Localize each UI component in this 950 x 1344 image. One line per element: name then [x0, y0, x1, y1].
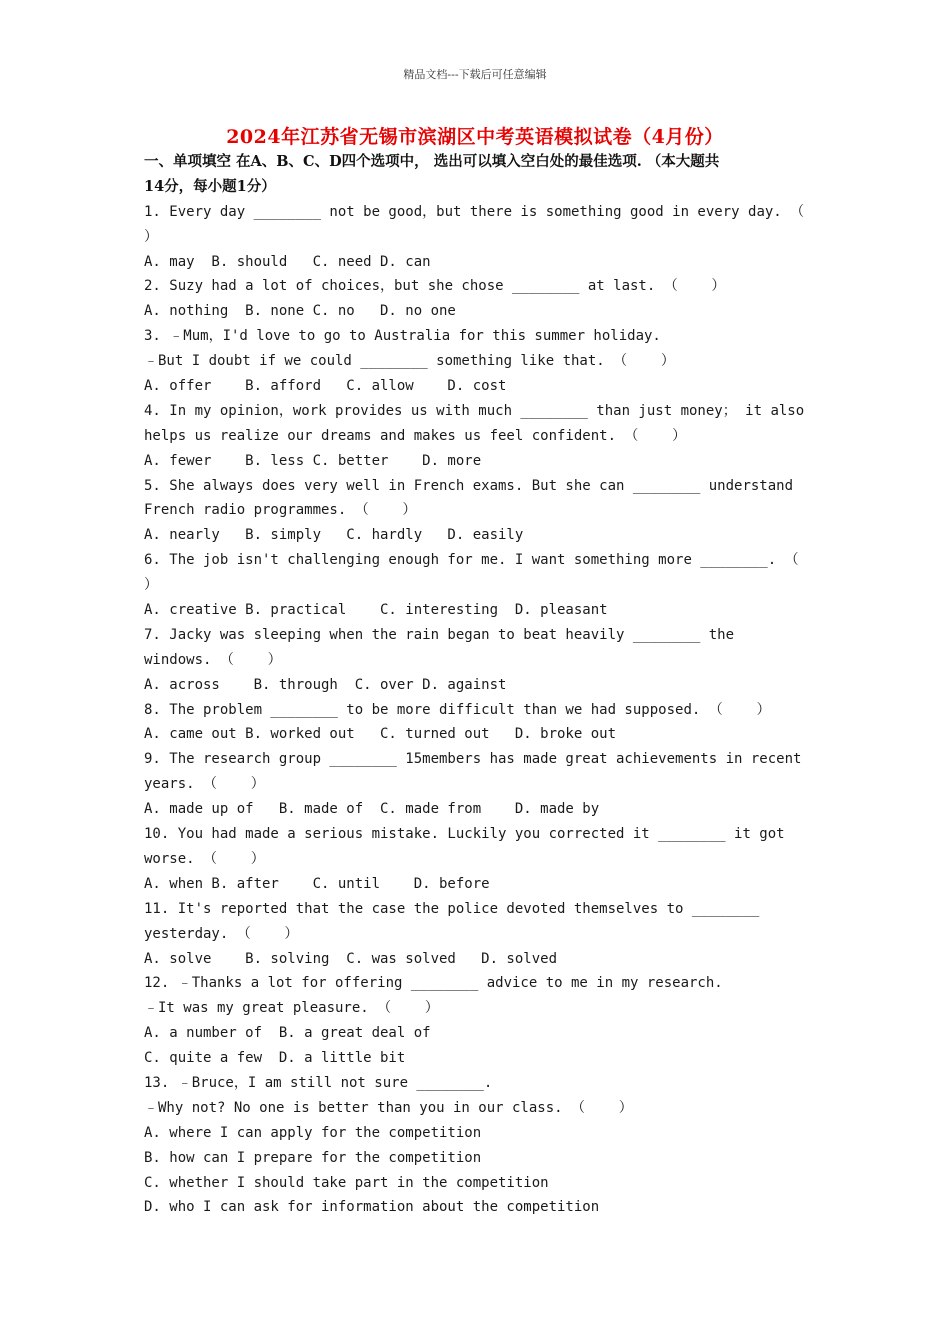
question-10-stem-continued: worse. （ ） [144, 850, 265, 867]
question-1-options: A. may B. should C. need D. can [144, 253, 431, 270]
question-9-stem: 9. The research group ________ 15members has made great achievements in recent [144, 751, 802, 768]
question-1-stem: 1. Every day ________ not be good，but there is something good in every day. （ [144, 203, 805, 220]
question-8-stem: 8. The problem ________ to be more difficult than we had supposed. （ ） [144, 701, 771, 718]
question-6-stem-continued: ） [144, 577, 158, 594]
question-6-options: A. creative B. practical C. interesting D. pleasant [144, 602, 608, 619]
question-11-options: A. solve B. solving C. was solved D. solved [144, 950, 558, 967]
document-body [144, 150, 812, 1220]
question-4-stem-continued: helps us realize our dreams and makes us feel confident. （ ） [144, 427, 687, 444]
question-7-options: A. across B. through C. over D. against [144, 676, 507, 693]
question-12-stem-continued: ﹣It was my great pleasure. （ ） [144, 1000, 439, 1017]
question-5-options: A. nearly B. simply C. hardly D. easily [144, 527, 524, 544]
section-heading-continued: 14分，每小题1分） [144, 177, 276, 195]
question-3-options: A. offer B. afford C. allow D. cost [144, 378, 507, 395]
question-2-stem: 2. Suzy had a lot of choices，but she chose ________ at last. （ ） [144, 278, 726, 295]
question-9-stem-continued: years. （ ） [144, 776, 265, 793]
question-3-stem-continued: ﹣But I doubt if we could ________ something like that. （ ） [144, 353, 675, 370]
section-heading: 一、单项填空 在A、B、C、D四个选项中， 选出可以填入空白处的最佳选项. （本大题共 [144, 153, 720, 170]
page-header-note: 精品文档---下载后可任意编辑 [403, 68, 547, 81]
question-9-options: A. made up of B. made of C. made from D. made by [144, 801, 600, 818]
question-12-stem: 12. ﹣Thanks a lot for offering ________ advice to me in my research. [144, 975, 723, 992]
question-13-option-d: D. who I can ask for information about the competition [144, 1199, 600, 1216]
question-11-stem-continued: yesterday. （ ） [144, 925, 299, 942]
question-12-options-cd: C. quite a few D. a little bit [144, 1050, 406, 1067]
question-4-stem: 4. In my opinion，work provides us with much ________ than just money； it also [144, 402, 805, 419]
question-1-stem-continued: ） [144, 228, 158, 245]
question-3-stem: 3. ﹣Mum，I'd love to go to Australia for this summer holiday. [144, 328, 661, 345]
question-6-stem: 6. The job isn't challenging enough for me. I want something more ________. （ [144, 552, 799, 569]
question-7-stem: 7. Jacky was sleeping when the rain began to beat heavily ________ the [144, 626, 735, 643]
question-13-option-b: B. how can I prepare for the competition [144, 1149, 482, 1166]
question-13-option-c: C. whether I should take part in the competition [144, 1174, 549, 1191]
page-title: 2024年江苏省无锡市滨湖区中考英语模拟试卷（4月份） [226, 126, 724, 148]
question-13-option-a: A. where I can apply for the competition [144, 1124, 482, 1141]
question-5-stem-continued: French radio programmes. （ ） [144, 502, 417, 519]
question-10-stem: 10. You had made a serious mistake. Luckily you corrected it ________ it got [144, 826, 785, 843]
question-13-stem-continued: ﹣Why not? No one is better than you in our class. （ ） [144, 1099, 633, 1116]
question-5-stem: 5. She always does very well in French exams. But she can ________ understand [144, 477, 794, 494]
question-2-options: A. nothing B. none C. no D. no one [144, 303, 456, 320]
question-8-options: A. came out B. worked out C. turned out D. broke out [144, 726, 617, 743]
question-4-options: A. fewer B. less C. better D. more [144, 452, 482, 469]
question-12-options-ab: A. a number of B. a great deal of [144, 1025, 431, 1042]
question-10-options: A. when B. after C. until D. before [144, 875, 490, 892]
question-7-stem-continued: windows. （ ） [144, 651, 282, 668]
question-13-stem: 13. ﹣Bruce，I am still not sure ________. [144, 1074, 493, 1091]
question-11-stem: 11. It's reported that the case the police devoted themselves to ________ [144, 900, 760, 917]
